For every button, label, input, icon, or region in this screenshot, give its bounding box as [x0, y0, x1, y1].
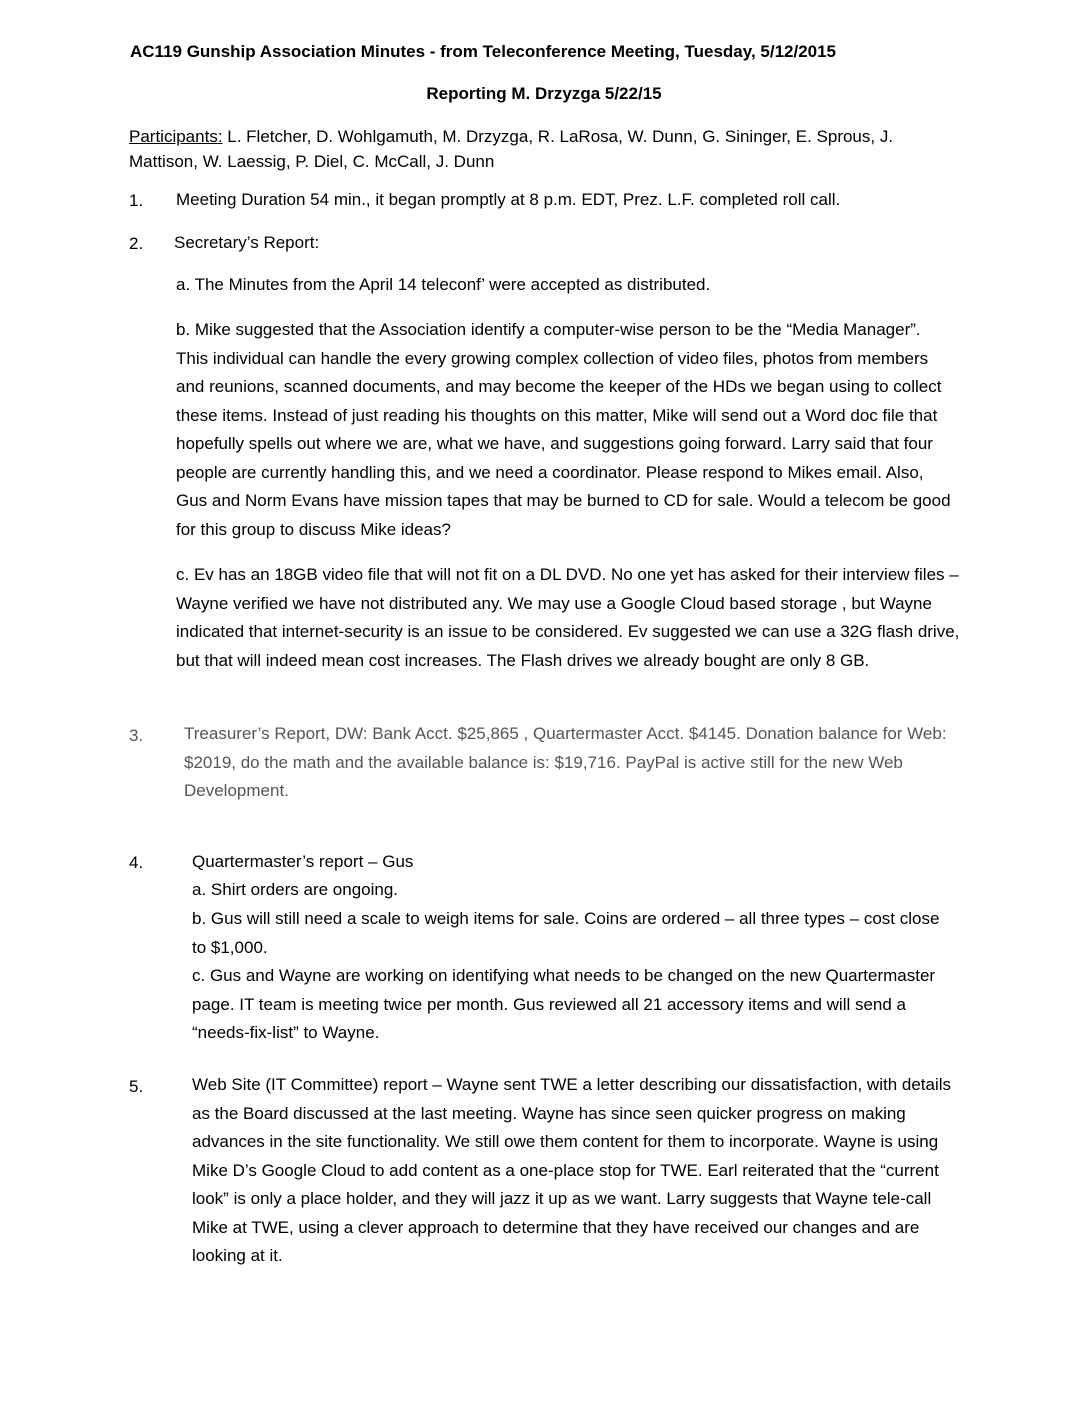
item-1-number: 1. — [129, 191, 144, 210]
item-2a-text: a. The Minutes from the April 14 teleconf’ were accepted as distributed. — [176, 275, 711, 294]
document-title: AC119 Gunship Association Minutes - from Teleconference Meeting, Tuesday, 5/12/2015 — [130, 42, 837, 61]
participants-names: L. Fletcher, D. Wohlgamuth, M. Drzyzga, R. LaRosa, W. Dunn, G. Sininger, E. Sprous, J. Mattison, W. Laessig, P. Diel, C. McCall, J. Dunn — [129, 127, 894, 171]
item-2-number: 2. — [129, 234, 144, 253]
item-3-number: 3. — [129, 726, 144, 745]
item-4-heading: Quartermaster’s report – Gus — [192, 852, 414, 871]
item-4b-text: b. Gus will still need a scale to weigh items for sale. Coins are ordered – all three types – cost close to $1,000. — [192, 909, 940, 957]
reporting-line: Reporting M. Drzyzga 5/22/15 — [426, 84, 662, 103]
item-2-heading: Secretary’s Report: — [174, 233, 320, 252]
item-2b-text: b. Mike suggested that the Association identify a computer-wise person to be the “Media Manager”. This individual can handle the every growing complex collection of video files, photos from members and reunions, scanned documents, and may become the keeper of the HDs we began using to collect these items. Instead of just reading his thoughts on this matter, Mike will send out a Word doc file that hopefully spells out where we are, what we have, and suggestions going forward. Larry said that four people are currently handling this, and we need a coordinator. Please respond to Mikes email. Also, Gus and Norm Evans have mission tapes that may be burned to CD for sale. Would a telecom be good for this group to discuss Mike ideas? — [176, 320, 951, 539]
item-3-text: Treasurer’s Report, DW: Bank Acct. $25,865 , Quartermaster Acct. $4145. Donation balance for Web: $2019, do the math and the available balance is: $19,716. PayPal is active still for the new Web Development. — [184, 724, 947, 800]
item-4c-text: c. Gus and Wayne are working on identifying what needs to be changed on the new Quartermaster page. IT team is meeting twice per month. Gus reviewed all 21 accessory items and will send a “needs-fix-list” to Wayne. — [192, 966, 936, 1042]
item-2c-text: c. Ev has an 18GB video file that will not fit on a DL DVD. No one yet has asked for their interview files – Wayne verified we have not distributed any. We may use a Google Cloud based storage , but Wayne indicated that internet-security is an issue to be considered. Ev suggested we can use a 32G flash drive, but that will indeed mean cost increases. The Flash drives we already bought are only 8 GB. — [176, 565, 960, 670]
item-5-text: Web Site (IT Committee) report – Wayne sent TWE a letter describing our dissatisfaction, with details as the Board discussed at the last meeting. Wayne has since seen quicker progress on making advances in the site functionality. We still owe them content for them to incorporate. Wayne is using Mike D’s Google Cloud to add content as a one-place stop for TWE. Earl reiterated that the “current look” is only a place holder, and they will jazz it up as we want. Larry suggests that Wayne tele-call Mike at TWE, using a clever approach to determine that they have received our changes and are looking at it. — [192, 1075, 952, 1265]
item-5-number: 5. — [129, 1077, 144, 1096]
item-4a-text: a. Shirt orders are ongoing. — [192, 880, 399, 899]
item-4-number: 4. — [129, 853, 144, 872]
item-1-text: Meeting Duration 54 min., it began promptly at 8 p.m. EDT, Prez. L.F. completed roll call. — [176, 190, 841, 209]
participants-list — [129, 124, 959, 174]
participants-label: Participants: — [129, 127, 223, 146]
